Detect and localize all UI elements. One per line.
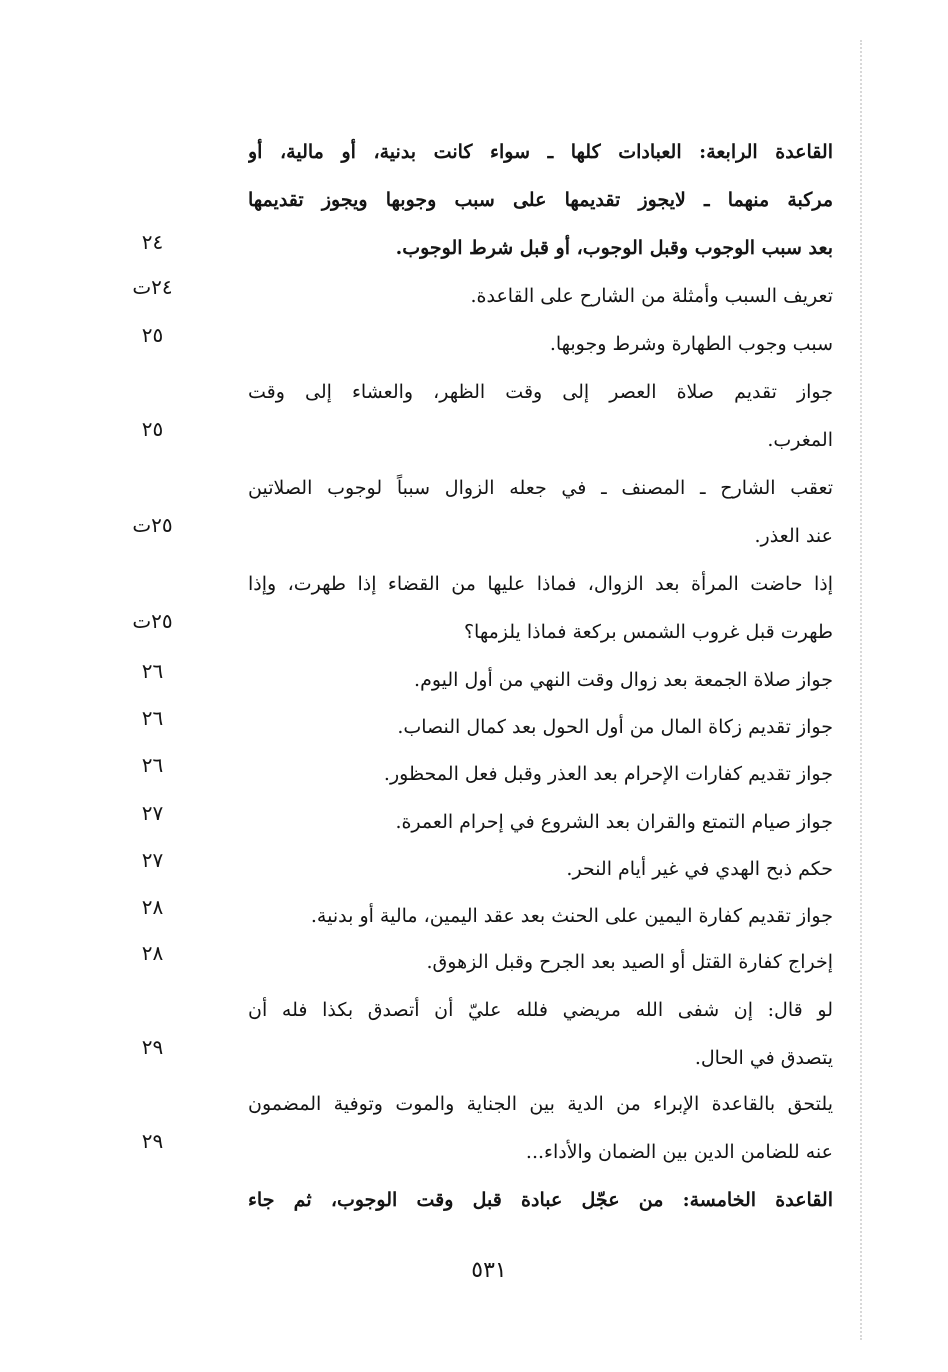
page-folio-number: ٥٣١ [471, 1258, 507, 1283]
page-number: ٢٧ [141, 801, 164, 825]
page-number: ٢٨ [141, 895, 164, 919]
entry-line: إذا حاضت المرأة بعد الزوال، فماذا عليها من القضاء إذا طهرت، وإذا [248, 573, 833, 595]
entry-line: المغرب. [767, 429, 833, 451]
page-number: ٢٥ [141, 417, 164, 441]
toc-entry [248, 986, 833, 1082]
entry-line: جواز تقديم صلاة العصر إلى وقت الظهر، والعشاء إلى وقت [248, 381, 833, 403]
entry-line: جواز تقديم كفارة اليمين على الحنث بعد عقد اليمين، مالية أو بدنية. [310, 905, 833, 927]
toc-entry [248, 845, 833, 893]
page-number: ٢٤ت [132, 275, 173, 299]
toc-entry [248, 656, 833, 704]
toc-entry [248, 892, 833, 940]
toc-entry-rule-5 [248, 1176, 833, 1224]
toc-entry [248, 703, 833, 751]
toc-entry [248, 750, 833, 798]
entry-line: جواز صيام التمتع والقران بعد الشروع في إحرام العمرة. [395, 811, 833, 833]
toc-entry [248, 560, 833, 656]
toc-entry [248, 320, 833, 368]
entry-line: القاعدة الخامسة: من عجّل عبادة قبل وقت الوجوب، ثم جاء [248, 1189, 833, 1211]
entry-line: جواز صلاة الجمعة بعد زوال وقت النهي من أول اليوم. [414, 669, 833, 691]
page-number: ٢٥ت [132, 609, 173, 633]
entry-line: جواز تقديم كفارات الإحرام بعد العذر وقبل فعل المحظور. [383, 763, 833, 785]
entry-line: يتصدق في الحال. [694, 1047, 833, 1069]
entry-line: القاعدة الرابعة: العبادات كلها ـ سواء كانت بدنية، أو مالية، أو [248, 141, 833, 163]
entry-line: لو قال: إن شفى الله مريضي فلله عليّ أن أتصدق بكذا فله أن [248, 999, 833, 1021]
entry-line: يلتحق بالقاعدة الإبراء من الدية بين الجناية والموت وتوفية المضمون [248, 1093, 833, 1115]
page-number: ٢٦ [141, 706, 164, 730]
page-number: ٢٥ت [132, 513, 173, 537]
entry-line: سبب وجوب الطهارة وشرط وجوبها. [549, 333, 833, 355]
entry-line: تعريف السبب وأمثلة من الشارح على القاعدة. [470, 285, 833, 307]
toc-entry-rule-4 [248, 128, 833, 272]
page-number: ٢٨ [141, 941, 164, 965]
entry-line: عند العذر. [754, 525, 833, 547]
entry-line: حكم ذبح الهدي في غير أيام النحر. [566, 858, 833, 880]
toc-entry [248, 798, 833, 846]
page-number: ٢٩ [141, 1129, 164, 1153]
page-number: ٢٧ [141, 848, 164, 872]
toc-entry [248, 464, 833, 560]
toc-entry [248, 272, 833, 320]
page-number: ٢٥ [141, 323, 164, 347]
entry-line: تعقب الشارح ـ المصنف ـ في جعله الزوال سبباً لوجوب الصلاتين [248, 477, 833, 499]
page-number: ٢٦ [141, 659, 164, 683]
entry-line: مركبة منهما ـ لايجوز تقديمها على سبب وجوبها ويجوز تقديمها [248, 189, 833, 211]
toc-entry [248, 368, 833, 464]
toc-entry [248, 938, 833, 986]
toc-entry [248, 1080, 833, 1176]
entry-line: بعد سبب الوجوب وقبل الوجوب، أو قبل شرط الوجوب. [395, 237, 833, 259]
entry-line: جواز تقديم زكاة المال من أول الحول بعد كمال النصاب. [397, 716, 833, 738]
page-number: ٢٤ [141, 230, 164, 254]
entry-line: عنه للضامن الدين بين الضمان والأداء... [525, 1141, 833, 1163]
page-number: ٢٦ [141, 753, 164, 777]
entry-line: طهرت قبل غروب الشمس بركعة فماذا يلزمها؟ [463, 621, 833, 643]
entry-line: إخراج كفارة القتل أو الصيد بعد الجرح وقبل الزهوق. [426, 951, 833, 973]
page-number: ٢٩ [141, 1035, 164, 1059]
